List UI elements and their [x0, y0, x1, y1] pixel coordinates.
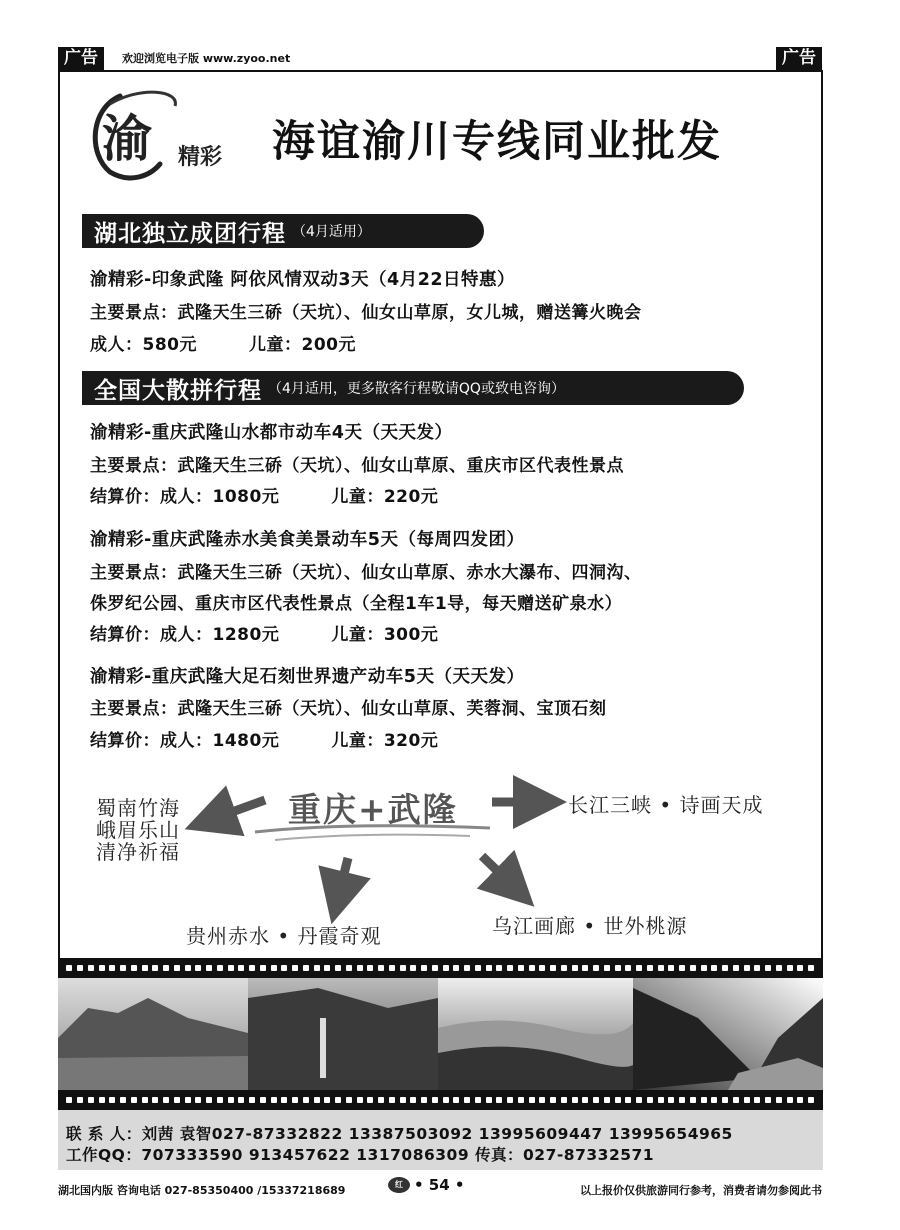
section-banner-national	[82, 371, 744, 405]
sprocket-hole	[324, 965, 330, 971]
sprocket-hole	[400, 965, 406, 971]
sprocket-hole	[421, 965, 427, 971]
sprocket-hole	[131, 965, 137, 971]
photo-mist-forest	[438, 978, 636, 1090]
sprocket-hole	[163, 1097, 169, 1103]
sprocket-hole	[475, 965, 481, 971]
sprocket-hole	[475, 1097, 481, 1103]
arrow-down-left	[338, 858, 348, 898]
sprocket-hole	[109, 965, 115, 971]
sprocket-hole	[142, 1097, 148, 1103]
sprocket-hole	[615, 1097, 621, 1103]
sprocket-hole	[453, 1097, 459, 1103]
sprocket-hole	[195, 1097, 201, 1103]
sprocket-hole	[496, 965, 502, 971]
dest-left-2: 峨眉乐山	[96, 818, 180, 842]
sprocket-hole	[776, 965, 782, 971]
dest-left-1: 蜀南竹海	[96, 796, 180, 820]
sprocket-hole	[701, 965, 707, 971]
tour-price	[90, 726, 438, 751]
sprocket-hole	[378, 965, 384, 971]
sprocket-hole	[303, 1097, 309, 1103]
sprocket-hole	[281, 1097, 287, 1103]
sprocket-hole	[593, 965, 599, 971]
contact-row-phones: 联 系 人：刘茜 袁智027-87332822 13387503092 13995609447 13995654965	[66, 1125, 733, 1143]
ad-label-left: 广告	[58, 47, 104, 71]
sprocket-hole	[582, 965, 588, 971]
headline: 海谊渝川专线同业批发	[272, 117, 722, 167]
photo-gorge	[633, 978, 823, 1090]
sprocket-hole	[400, 1097, 406, 1103]
brand-logo	[80, 84, 270, 184]
tour-price	[90, 482, 438, 507]
sprocket-hole	[357, 1097, 363, 1103]
photo-waterfall	[248, 978, 438, 1090]
sprocket-hole	[625, 965, 631, 971]
sprocket-hole	[346, 1097, 352, 1103]
sprocket-hole	[787, 965, 793, 971]
sprocket-hole	[271, 965, 277, 971]
sprocket-hole	[109, 1097, 115, 1103]
tour-price	[90, 620, 438, 645]
sprocket-hole	[615, 965, 621, 971]
tour-title: 渝精彩-重庆武隆赤水美食美景动车5天（每周四发团）	[90, 530, 525, 550]
sprocket-hole	[539, 965, 545, 971]
price-adult: 结算价：成人：1280元	[90, 625, 280, 645]
sprocket-hole	[453, 965, 459, 971]
sprocket-hole	[701, 1097, 707, 1103]
tour-spots: 主要景点：武隆天生三硚（天坑）、仙女山草原、赤水大瀑布、四洞沟、	[90, 563, 642, 583]
sprocket-hole	[432, 1097, 438, 1103]
sprocket-hole	[625, 1097, 631, 1103]
sprocket-hole	[572, 1097, 578, 1103]
sprocket-hole	[443, 965, 449, 971]
sprocket-hole	[787, 1097, 793, 1103]
sprocket-hole	[303, 965, 309, 971]
sprocket-hole	[238, 965, 244, 971]
tour-price	[90, 330, 356, 355]
sprocket-hole	[722, 1097, 728, 1103]
sprocket-hole	[260, 1097, 266, 1103]
dest-left-3: 清净祈福	[96, 840, 180, 864]
contact-row-qq: 工作QQ：707333590 913457622 1317086309 传真：027-87332571	[66, 1146, 655, 1164]
arrow-down-right	[482, 856, 515, 888]
sprocket-hole	[410, 965, 416, 971]
sprocket-hole	[690, 965, 696, 971]
sprocket-hole	[636, 1097, 642, 1103]
sprocket-hole	[507, 1097, 513, 1103]
wave-line	[275, 835, 470, 840]
page-number-text: • 54 •	[414, 1176, 465, 1194]
sprocket-hole	[744, 965, 750, 971]
price-child: 儿童：300元	[331, 625, 439, 645]
price-adult: 结算价：成人：1480元	[90, 731, 280, 751]
sprocket-hole	[357, 965, 363, 971]
price-child: 儿童：320元	[331, 731, 439, 751]
price-child: 儿童：220元	[331, 487, 439, 507]
sprocket-hole	[99, 965, 105, 971]
sprocket-hole	[206, 965, 212, 971]
publisher-logo-icon: 红	[388, 1177, 410, 1193]
sprocket-hole	[314, 965, 320, 971]
film-holes-bottom	[58, 1095, 823, 1105]
sprocket-hole	[529, 1097, 535, 1103]
sprocket-hole	[443, 1097, 449, 1103]
sprocket-hole	[518, 1097, 524, 1103]
sprocket-hole	[238, 1097, 244, 1103]
sprocket-hole	[88, 965, 94, 971]
sprocket-hole	[66, 1097, 72, 1103]
sprocket-hole	[77, 1097, 83, 1103]
sprocket-hole	[668, 965, 674, 971]
sprocket-hole	[432, 965, 438, 971]
sprocket-hole	[292, 965, 298, 971]
sprocket-hole	[668, 1097, 674, 1103]
sprocket-hole	[217, 1097, 223, 1103]
section-subtitle: （4月适用）	[292, 224, 371, 240]
sprocket-hole	[647, 1097, 653, 1103]
sprocket-hole	[733, 965, 739, 971]
film-holes-top	[58, 963, 823, 973]
price-child: 儿童：200元	[249, 335, 356, 355]
sprocket-hole	[572, 965, 578, 971]
sprocket-hole	[776, 1097, 782, 1103]
photo-filmstrip	[58, 958, 823, 1110]
sprocket-hole	[561, 1097, 567, 1103]
sprocket-hole	[228, 1097, 234, 1103]
sprocket-hole	[346, 965, 352, 971]
price-adult: 成人：580元	[90, 335, 197, 355]
tour-title: 渝精彩-重庆武隆大足石刻世界遗产动车5天（天天发）	[90, 667, 525, 687]
sprocket-hole	[550, 965, 556, 971]
diagram-center: 重庆+武隆	[288, 790, 458, 829]
sprocket-hole	[604, 1097, 610, 1103]
sprocket-hole	[744, 1097, 750, 1103]
sprocket-hole	[335, 965, 341, 971]
sprocket-hole	[367, 1097, 373, 1103]
sprocket-hole	[529, 965, 535, 971]
dest-bottom-left: 贵州赤水 • 丹霞奇观	[186, 924, 382, 948]
sprocket-hole	[486, 965, 492, 971]
section-title: 全国大散拼行程	[94, 377, 262, 404]
contact-box	[58, 1110, 823, 1170]
sprocket-hole	[292, 1097, 298, 1103]
sprocket-hole	[249, 1097, 255, 1103]
sprocket-hole	[539, 1097, 545, 1103]
sprocket-hole	[367, 965, 373, 971]
sprocket-hole	[174, 1097, 180, 1103]
sprocket-hole	[271, 1097, 277, 1103]
sprocket-hole	[582, 1097, 588, 1103]
sprocket-hole	[507, 965, 513, 971]
sprocket-hole	[636, 965, 642, 971]
sprocket-hole	[679, 965, 685, 971]
sprocket-hole	[561, 965, 567, 971]
sprocket-hole	[378, 1097, 384, 1103]
sprocket-hole	[765, 1097, 771, 1103]
scenery-photos	[58, 978, 823, 1090]
sprocket-hole	[711, 1097, 717, 1103]
sprocket-hole	[324, 1097, 330, 1103]
page-number	[388, 1176, 465, 1194]
sprocket-hole	[66, 965, 72, 971]
sprocket-hole	[142, 965, 148, 971]
sprocket-hole	[808, 965, 814, 971]
sprocket-hole	[797, 965, 803, 971]
sprocket-hole	[765, 965, 771, 971]
sprocket-hole	[228, 965, 234, 971]
sprocket-hole	[690, 1097, 696, 1103]
sprocket-hole	[152, 1097, 158, 1103]
footer-left: 湖北国内版 咨询电话 027-85350400 /15337218689	[58, 1184, 346, 1197]
sprocket-hole	[593, 1097, 599, 1103]
sprocket-hole	[464, 965, 470, 971]
ad-label-right: 广告	[776, 47, 822, 71]
footer-right: 以上报价仅供旅游同行参考，消费者请勿参阅此书	[580, 1184, 822, 1197]
tour-spots: 主要景点：武隆天生三硚（天坑）、仙女山草原、重庆市区代表性景点	[90, 456, 624, 476]
sprocket-hole	[389, 1097, 395, 1103]
dest-bottom-right: 乌江画廊 • 世外桃源	[492, 914, 688, 938]
section-subtitle: （4月适用，更多散客行程敬请QQ或致电咨询）	[268, 381, 565, 397]
sprocket-hole	[658, 965, 664, 971]
sprocket-hole	[647, 965, 653, 971]
sprocket-hole	[152, 965, 158, 971]
sprocket-hole	[99, 1097, 105, 1103]
sprocket-hole	[131, 1097, 137, 1103]
section-title: 湖北独立成团行程	[94, 220, 286, 247]
arrow-left	[210, 800, 265, 820]
sprocket-hole	[195, 965, 201, 971]
sprocket-hole	[77, 965, 83, 971]
sprocket-hole	[174, 965, 180, 971]
sprocket-hole	[722, 965, 728, 971]
sprocket-hole	[733, 1097, 739, 1103]
sprocket-hole	[658, 1097, 664, 1103]
logo-main-char: 渝	[102, 109, 152, 168]
sprocket-hole	[206, 1097, 212, 1103]
sprocket-hole	[808, 1097, 814, 1103]
tour-spots: 主要景点：武隆天生三硚（天坑）、仙女山草原、芙蓉洞、宝顶石刻	[90, 699, 607, 719]
sprocket-hole	[217, 965, 223, 971]
sprocket-hole	[314, 1097, 320, 1103]
sprocket-hole	[260, 965, 266, 971]
sprocket-hole	[464, 1097, 470, 1103]
sprocket-hole	[486, 1097, 492, 1103]
sprocket-hole	[518, 965, 524, 971]
sprocket-hole	[185, 965, 191, 971]
sprocket-hole	[604, 965, 610, 971]
sprocket-hole	[754, 1097, 760, 1103]
price-adult: 结算价：成人：1080元	[90, 487, 280, 507]
dest-right: 长江三峡 • 诗画天成	[568, 793, 764, 817]
photo-cliffs	[58, 978, 248, 1090]
sprocket-hole	[88, 1097, 94, 1103]
sprocket-hole	[550, 1097, 556, 1103]
tour-title: 渝精彩-重庆武隆山水都市动车4天（天天发）	[90, 423, 453, 443]
sprocket-hole	[163, 965, 169, 971]
sprocket-hole	[797, 1097, 803, 1103]
sprocket-hole	[389, 965, 395, 971]
logo-sub: 精彩	[178, 145, 223, 170]
sprocket-hole	[754, 965, 760, 971]
sprocket-hole	[185, 1097, 191, 1103]
sprocket-hole	[410, 1097, 416, 1103]
section-banner-hubei	[82, 214, 484, 248]
sprocket-hole	[679, 1097, 685, 1103]
sprocket-hole	[421, 1097, 427, 1103]
tour-title: 渝精彩-印象武隆 阿依风情双动3天（4月22日特惠）	[90, 270, 516, 290]
tour-spots: 主要景点：武隆天生三硚（天坑）、仙女山草原，女儿城，赠送篝火晚会	[90, 303, 642, 323]
sprocket-hole	[711, 965, 717, 971]
sprocket-hole	[120, 965, 126, 971]
sprocket-hole	[281, 965, 287, 971]
tour-spots: 侏罗纪公园、重庆市区代表性景点（全程1车1导，每天赠送矿泉水）	[90, 594, 623, 614]
sprocket-hole	[496, 1097, 502, 1103]
site-url[interactable]: 欢迎浏览电子版 www.zyoo.net	[122, 52, 291, 65]
sprocket-hole	[249, 965, 255, 971]
sprocket-hole	[335, 1097, 341, 1103]
sprocket-hole	[120, 1097, 126, 1103]
